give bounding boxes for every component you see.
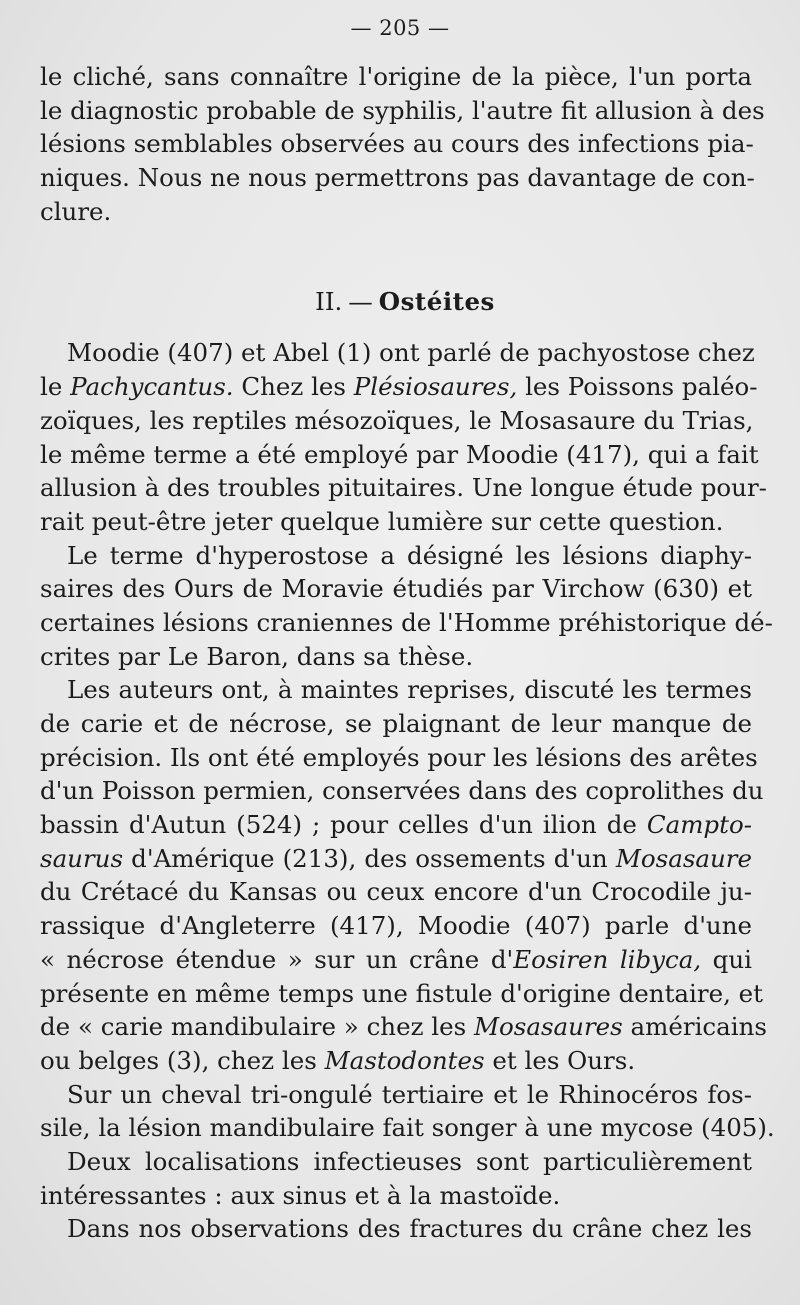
paragraph bbox=[40, 1078, 775, 1145]
section-title: Ostéites bbox=[378, 287, 495, 317]
text-line bbox=[40, 1111, 775, 1145]
text-line bbox=[40, 572, 752, 606]
italic-term: Mastodontes bbox=[324, 1045, 485, 1075]
text-run: Le terme d'hyperostose a désigné les lésions diaphy- bbox=[67, 540, 752, 570]
text-run: Sur un cheval tri-ongulé tertiaire et le Rhinocéros fos- bbox=[67, 1079, 752, 1109]
section-spacer bbox=[40, 228, 752, 282]
paragraph bbox=[40, 1145, 752, 1212]
text-run: Les auteurs ont, à maintes reprises, discuté les termes bbox=[67, 675, 752, 705]
text-line bbox=[40, 539, 752, 573]
paragraph bbox=[40, 539, 773, 674]
text-run: qui bbox=[701, 944, 752, 974]
page-number: — 205 — bbox=[350, 16, 450, 40]
text-run: le diagnostic probable de syphilis, l'autre fit allusion à des bbox=[40, 95, 765, 125]
text-run: Deux localisations infectieuses sont particulièrement bbox=[67, 1146, 752, 1176]
text-line bbox=[40, 370, 758, 404]
text-line bbox=[40, 943, 752, 977]
text-run: intéressantes : aux sinus et à la mastoïde. bbox=[40, 1180, 561, 1210]
text-run: d'un Poisson permien, conservées dans des coprolithes du bbox=[40, 776, 764, 806]
text-run: présente en même temps une fistule d'origine dentaire, et bbox=[40, 978, 764, 1008]
italic-term: Plésiosaures, bbox=[353, 372, 518, 402]
text-line bbox=[40, 842, 752, 876]
text-line bbox=[40, 438, 759, 472]
italic-term: saurus bbox=[40, 843, 124, 873]
italic-term: Pachycantus. bbox=[70, 372, 234, 402]
paragraph bbox=[40, 1212, 752, 1246]
text-line bbox=[40, 1145, 752, 1179]
section-numeral: II. bbox=[315, 287, 343, 317]
text-line bbox=[40, 94, 765, 128]
text-run: ou belges (3), chez les bbox=[40, 1045, 325, 1075]
text-line bbox=[40, 774, 764, 808]
text-run: Chez les bbox=[233, 372, 354, 402]
text-run: zoïques, les reptiles mésozoïques, le Mosasaure du Trias, bbox=[40, 405, 754, 435]
text-run: le même terme a été employé par Moodie (417), qui a fait bbox=[40, 439, 759, 469]
text-line bbox=[40, 404, 752, 438]
text-line bbox=[40, 808, 752, 842]
text-run: « nécrose étendue » sur un crâne d' bbox=[40, 944, 514, 974]
text-line bbox=[40, 471, 767, 505]
text-run: Dans nos observations des fractures du crâne chez les bbox=[67, 1214, 752, 1244]
text-run: le cliché, sans connaître l'origine de la pièce, l'un porta bbox=[40, 62, 752, 91]
italic-term: Mosasaure bbox=[615, 843, 752, 873]
text-line bbox=[40, 640, 752, 674]
paragraph bbox=[40, 60, 765, 228]
italic-term: Mosasaures bbox=[473, 1012, 623, 1042]
text-line bbox=[40, 875, 752, 909]
text-run: niques. Nous ne nous permettrons pas davantage de con- bbox=[40, 163, 755, 193]
text-line bbox=[40, 161, 755, 195]
text-run: Moodie (407) et Abel (1) ont parlé de pachyostose chez bbox=[67, 338, 755, 368]
text-run: lésions semblables observées au cours des infections pia- bbox=[40, 129, 754, 159]
text-line bbox=[40, 1044, 752, 1078]
text-line bbox=[40, 505, 752, 539]
text-run: saires des Ours de Moravie étudiés par Virchow (630) et bbox=[40, 574, 752, 604]
text-run: sile, la lésion mandibulaire fait songer à une mycose (405). bbox=[40, 1113, 775, 1143]
text-run: bassin d'Autun (524) ; pour celles d'un ilion de bbox=[40, 810, 647, 840]
text-line bbox=[40, 1078, 752, 1112]
text-run: rait peut-être jeter quelque lumière sur cette question. bbox=[40, 506, 724, 536]
text-run: les Poissons paléo- bbox=[517, 372, 758, 402]
text-run: d'Amérique (213), des ossements d'un bbox=[123, 843, 616, 873]
paragraph bbox=[40, 673, 767, 1077]
text-run: crites par Le Baron, dans sa thèse. bbox=[40, 641, 474, 671]
italic-term: Eosiren libyca, bbox=[513, 944, 702, 974]
text-line bbox=[40, 60, 752, 94]
text-line bbox=[40, 977, 764, 1011]
text-run: du Crétacé du Kansas ou ceux encore d'un Crocodile ju- bbox=[40, 877, 752, 907]
text-line bbox=[40, 1212, 752, 1246]
italic-term: Campto- bbox=[646, 810, 752, 840]
text-line bbox=[40, 1179, 752, 1213]
text-line bbox=[40, 127, 752, 161]
text-line bbox=[40, 1010, 767, 1044]
text-run: précision. Ils ont été employés pour les lésions des arêtes bbox=[40, 742, 758, 772]
text-run: et les Ours. bbox=[484, 1045, 636, 1075]
text-line bbox=[40, 707, 752, 741]
text-run: rassique d'Angleterre (417), Moodie (407) parle d'une bbox=[40, 911, 752, 941]
text-line bbox=[40, 741, 758, 775]
paragraph bbox=[40, 336, 767, 538]
text-line bbox=[40, 606, 773, 640]
text-run: américains bbox=[622, 1012, 767, 1042]
section-heading bbox=[40, 282, 752, 322]
text-run: de carie et de nécrose, se plaignant de leur manque de bbox=[40, 709, 752, 738]
text-line bbox=[40, 673, 752, 707]
body-text bbox=[40, 60, 775, 1246]
text-run: de « carie mandibulaire » chez les bbox=[40, 1012, 474, 1042]
text-run: certaines lésions craniennes de l'Homme préhistorique dé- bbox=[40, 607, 773, 637]
text-run: allusion à des troubles pituitaires. Une longue étude pour- bbox=[40, 473, 767, 503]
text-line bbox=[40, 195, 752, 229]
text-run: clure. bbox=[40, 196, 112, 226]
text-line bbox=[40, 909, 752, 943]
section-dash: — bbox=[348, 287, 373, 317]
text-line bbox=[40, 336, 755, 370]
text-run: le bbox=[40, 372, 71, 402]
